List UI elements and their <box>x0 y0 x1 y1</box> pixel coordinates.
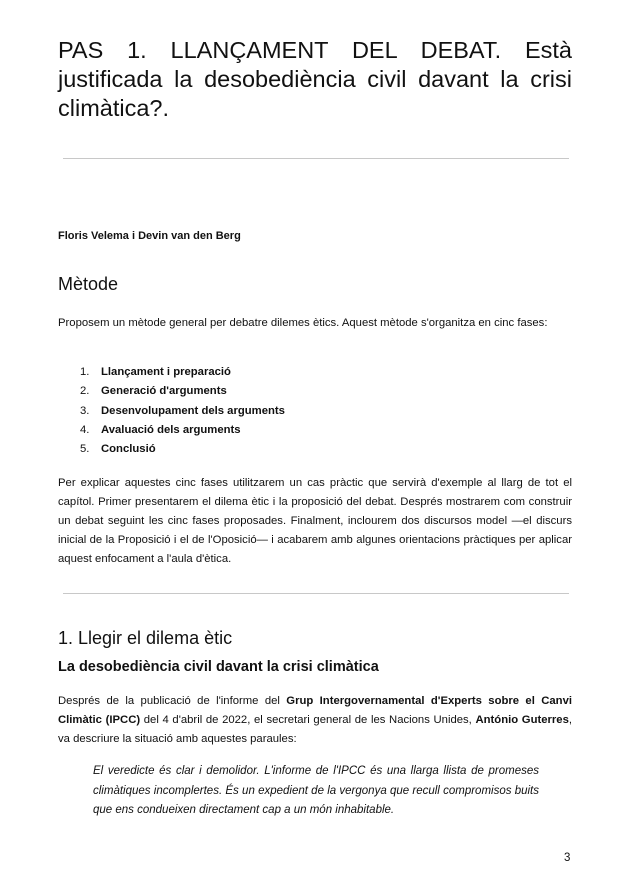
page-number: 3 <box>564 852 571 864</box>
guterres-quote: El veredicte és clar i demolidor. L'informe de l'IPCC és una llarga llista de promeses climàtiques incomplertes. És un expedient de la vergonya que recull compromisos buits que ens condueixen directament cap a un món inhabitable. <box>93 765 539 816</box>
context-paragraph: Després de la publicació de l'informe del Grup Intergovernamental d'Experts sobre el Canvi Climàtic (IPCC) del 4 d'abril de 2022, el secretari general de les Nacions Unides, António Guterres, va descriure la situació amb aquestes paraules: <box>58 695 573 745</box>
list-item: 5. Conclusió <box>80 443 156 456</box>
list-item: 3. Desenvolupament dels arguments <box>80 404 285 417</box>
ipcc-name: Grup Intergovernamental d'Experts sobre el Canvi Climàtic (IPCC) <box>58 695 572 726</box>
list-item: 2. Generació d'arguments <box>80 385 227 398</box>
divider-middle <box>63 593 569 594</box>
section-subheading: La desobediència civil davant la crisi climàtica <box>58 659 379 675</box>
list-item: 1. Llançament i preparació <box>80 366 231 378</box>
method-heading: Mètode <box>58 274 119 294</box>
guterres-name: António Guterres <box>475 714 569 726</box>
phases-list <box>80 363 285 459</box>
section-heading: 1. Llegir el dilema ètic <box>58 628 233 648</box>
divider-top <box>63 158 569 159</box>
method-explanation: Per explicar aquestes cinc fases utilitzarem un cas pràctic que servirà d'exemple al llarg de tot el capítol. Primer presentarem el dilema ètic i la proposició del debat. Després mostrarem com construir un debat seguint les cinc fases proposades. Finalment, inclourem dos discursos model —el discurs inicial de la Proposició i el de l'Oposició— i acabarem amb algunes orientacions pràctiques per aplicar aquest enfocament a l'aula d'ètica. <box>58 477 572 565</box>
method-intro: Proposem un mètode general per debatre dilemes ètics. Aquest mètode s'organitza en cinc fases: <box>58 317 548 329</box>
authors: Floris Velema i Devin van den Berg <box>58 230 241 242</box>
list-item: 4. Avaluació dels arguments <box>80 423 241 436</box>
document-title: PAS 1. LLANÇAMENT DEL DEBAT. Està justificada la desobediència civil davant la crisi climàtica?. <box>58 37 572 121</box>
